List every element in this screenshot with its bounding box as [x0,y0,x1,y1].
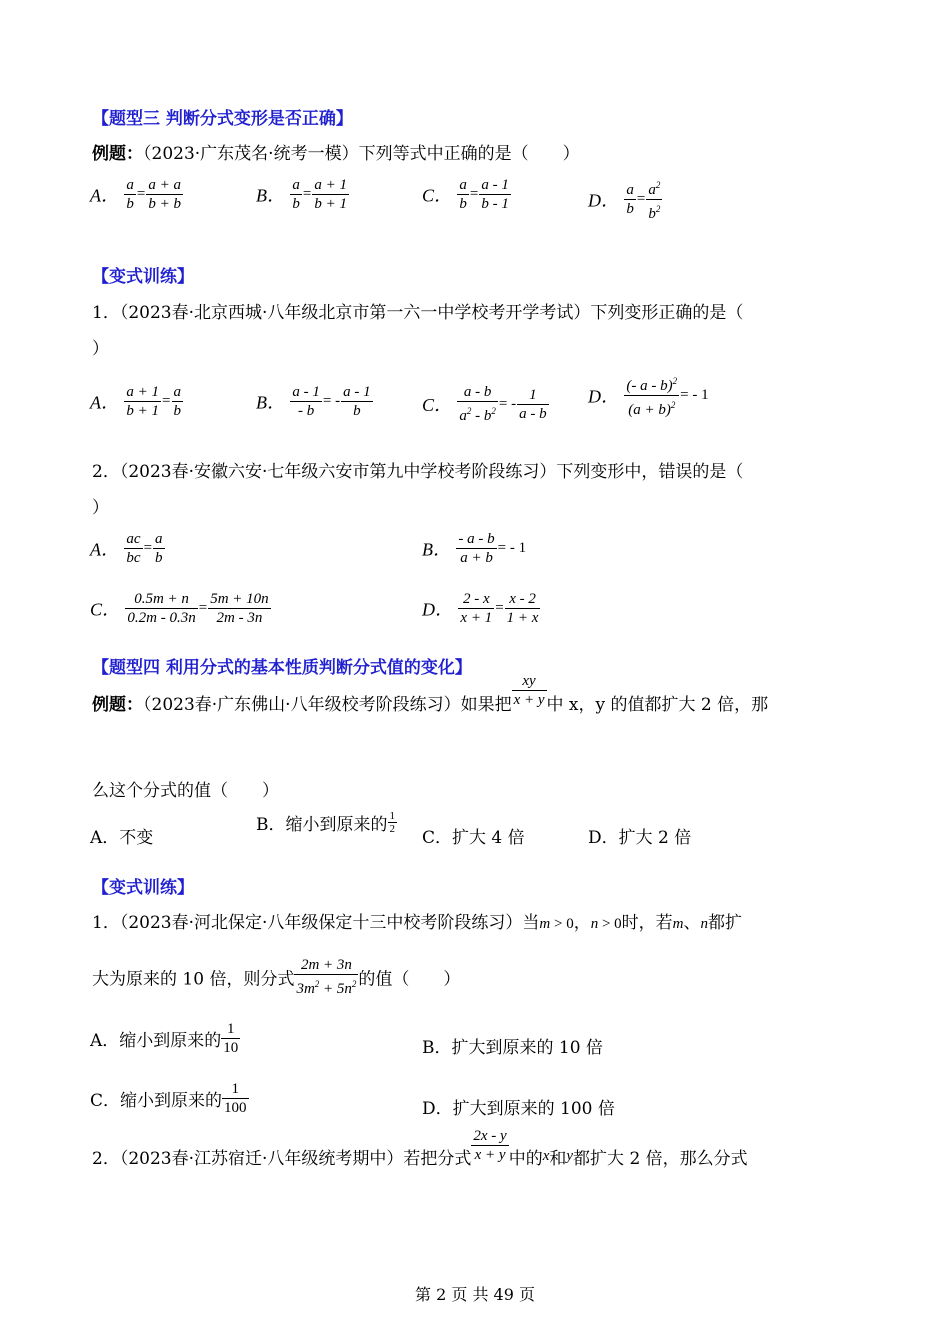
training-title-2: 【变式训练】 [92,878,194,898]
q2-option-c[interactable]: C． $\frac{0.5m + n}{0.2m - 0.3n}$ = $\frac{5m + 10n}{2m - 3n}$ [90,591,269,626]
ex4-option-d[interactable]: D．扩大 2 倍 [588,828,692,848]
section-3-title: 【题型三 判断分式变形是否正确】 [92,109,353,129]
q1-option-a[interactable]: A． $\frac{a + 1}{b + 1}$ = $\frac{a}{b}$ [90,384,181,419]
training-title: 【变式训练】 [92,267,194,287]
ex4-option-a[interactable]: A．不变 [90,828,154,848]
q1-option-c[interactable]: C． $\frac{a - b}{a^2 - b^2}$ = - $\frac{1}{a - b}$ [422,384,547,424]
q1-option-b[interactable]: B． $\frac{a - 1}{- b}$ = - $\frac{a - 1}{b}$ [256,384,371,419]
t2-q2-line1: 2．（2023春·江苏宿迁·八年级统考期中）若把分式 $\frac{2x - y}{x + y}$ 中的x和y都扩大 2 倍，那么分式 [92,1128,748,1169]
t2-q1-option-d[interactable]: D．扩大到原来的 100 倍 [422,1099,615,1119]
page-footer: 第 2 页 共 49 页 [415,1285,535,1304]
t2-q1-option-c[interactable]: C．缩小到原来的 $\frac{1}{100}$ [90,1081,247,1116]
example-text: （2023·广东茂名·统考一模）下列等式中正确的是（ ） [143,144,580,164]
t2-q1-line2: 大为原来的 10 倍，则分式 $\frac{2m + 3n}{3m^2 + 5n^2}$ 的值（ ） [92,957,461,997]
t2-q1-option-b[interactable]: B．扩大到原来的 10 倍 [422,1038,603,1058]
q1-line2: ） [92,339,109,359]
q1-line1: 1．（2023春·北京西城·八年级北京市第一六一中学校考开学考试）下列变形正确的是（ [92,303,744,323]
example-label: 例题： [92,144,143,164]
q2-option-b[interactable]: B． $\frac{- a - b}{a + b}$ = - 1 [422,531,527,566]
option-d[interactable]: D． $\frac{a}{b}$ = $\frac{a^2}{b^2}$ [588,176,662,223]
ex4-option-b[interactable]: B．缩小到原来的 $\frac{1}{2}$ [256,810,395,835]
example-3 [92,139,580,164]
q1-option-d[interactable]: D． $\frac{(- a - b)^2}{(a + b)^2}$ = - 1 [588,372,710,419]
q2-option-a[interactable]: A． $\frac{ac}{bc}$ = $\frac{a}{b}$ [90,531,163,566]
section-4-title: 【题型四 利用分式的基本性质判断分式值的变化】 [92,658,472,678]
q2-option-d[interactable]: D． $\frac{2 - x}{x + 1}$ = $\frac{x - 2}{1 + x}$ [422,591,539,626]
ex4-option-c[interactable]: C．扩大 4 倍 [422,828,525,848]
t2-q1-option-a[interactable]: A．缩小到原来的 $\frac{1}{10}$ [90,1021,239,1056]
q2-line1: 2．（2023春·安徽六安·七年级六安市第九中学校考阶段练习）下列变形中，错误的是（ [92,462,744,482]
t2-q1-line1: 1．（2023春·河北保定·八年级保定十三中校考阶段练习）当m > 0，n > 0时，若m、n都扩 [92,913,743,933]
example-4-line2: 么这个分式的值（ ） [92,781,279,801]
option-b[interactable]: B． $\frac{a}{b}$ = $\frac{a + 1}{b + 1}$ [256,177,347,212]
example-4: 例题：（2023春·广东佛山·八年级校考阶段练习）如果把 $\frac{xy}{x + y}$ 中 x，y 的值都扩大 2 倍，那 [92,673,769,715]
option-a[interactable]: A． $\frac{a}{b}$ = $\frac{a + a}{b + b}$ [90,177,181,212]
q2-line2: ） [92,498,109,518]
option-c[interactable]: C． $\frac{a}{b}$ = $\frac{a - 1}{b - 1}$ [422,177,509,212]
